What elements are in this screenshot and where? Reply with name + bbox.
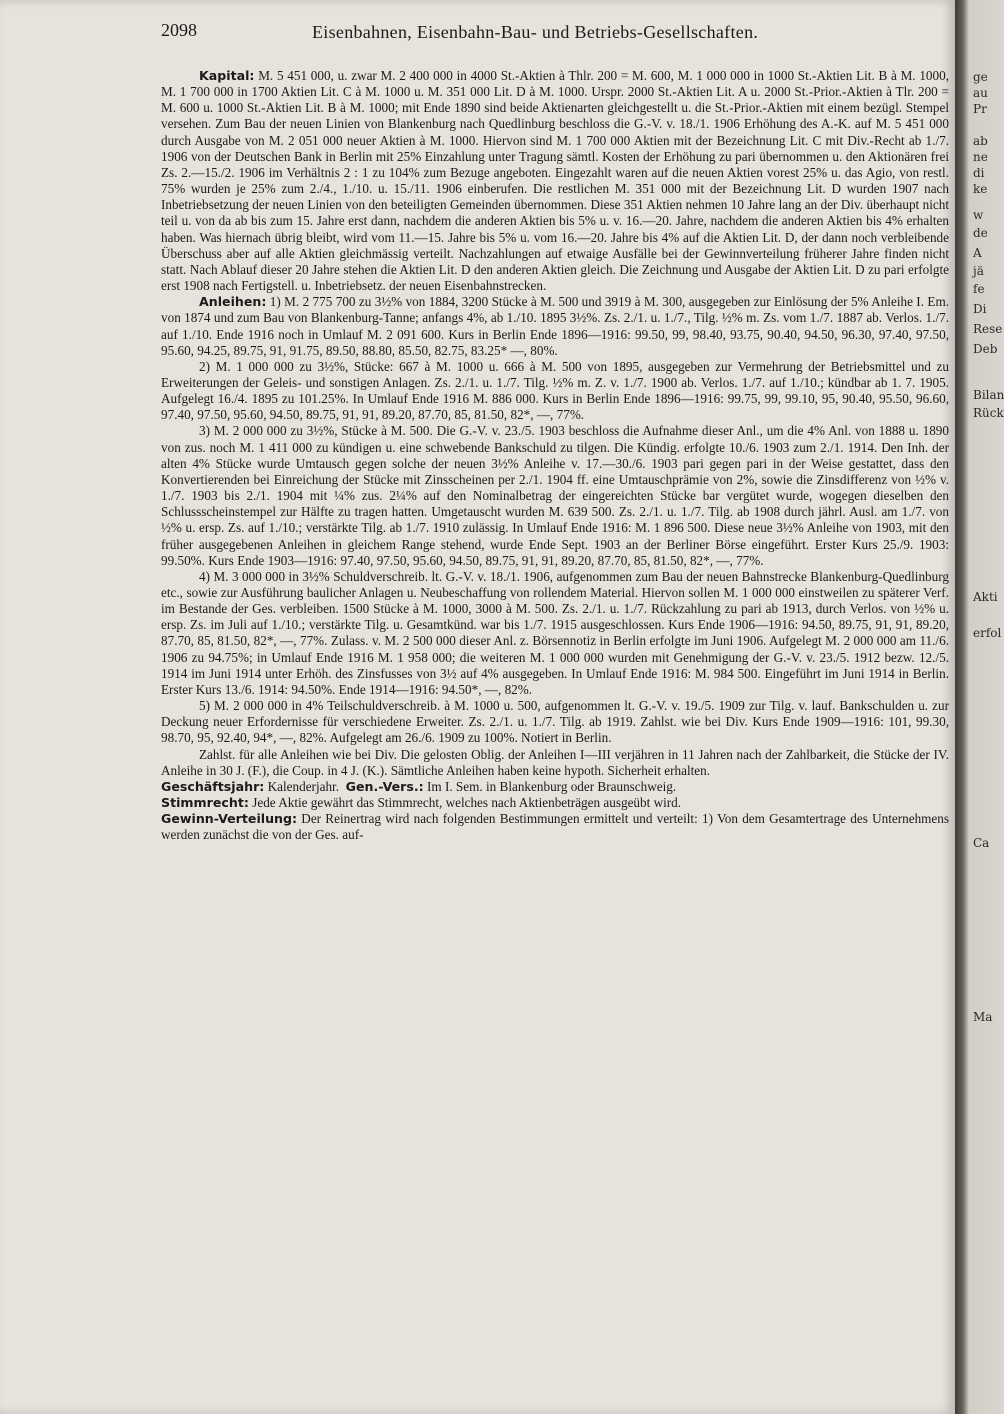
gutter-fragment: fe — [973, 282, 985, 296]
running-title: Eisenbahnen, Eisenbahn-Bau- und Betriebs-Gesellschaften. — [312, 22, 759, 42]
gutter-fragment: di — [973, 166, 985, 180]
gutter-fragment: Akti — [973, 590, 998, 604]
gutter-fragment: Ca — [973, 836, 990, 850]
gutter-fragment: Di — [973, 302, 987, 316]
gutter-fragment: ab — [973, 134, 988, 148]
gen-vers-text: Im I. Sem. in Blankenburg oder Braunschweig. — [423, 778, 677, 794]
anleihen-zahlstellen: Zahlst. für alle Anleihen wie bei Div. Die gelosten Oblig. der Anleihen I—III verjähren in 11 Jahren nach der Zahlbarkeit, die Stücke der IV. Anleihe in 30 J. (F.), die Coup. in 4 J. (K.). Sämtliche Anleihen haben keine hypoth. Sicherheit erhalten. — [161, 746, 949, 778]
gewinn-paragraph — [161, 811, 949, 843]
geschaeftsjahr-paragraph — [161, 779, 949, 795]
anleihen-paragraph-1 — [161, 294, 949, 359]
anleihen-paragraph-4: 4) M. 3 000 000 in 3½% Schuldverschreib. lt. G.-V. v. 18./1. 1906, aufgenommen zum Bau der neuen Bahnstrecke Blankenburg-Quedlinburg etc., sowie zur Ausführung baulicher Anlagen u. Neubeschaffung von rollendem Material. Hiervon sollen M. 1 000 000 einstweilen zu späterer Verf. im Bestande der Ges. verbleiben. 1500 Stücke à M. 1000, 3000 à M. 500. Zs. 2./1. u. 1./7. Rückzahlung zu pari ab 1913, durch Verlos. von ½% u. ersp. Zs. im Juli auf 1./10.; verstärkte Tilg. u. Gesamtkünd. war bis 1./7. 1915 ausgeschlossen. Kurs Ende 1906—1916: 94.50, 89.75, 91, 91, 89.20, 87.70, 85, 81.50, 82*, —, 77%. Zulass. v. M. 2 500 000 dieser Anl. z. Börsennotiz in Berlin erfolgte im Juni 1906. Aufgelegt M. 2 000 000 am 11./6. 1906 zu 94.75%; in Umlauf Ende 1916 M. 1 958 000; die weiteren M. 1 000 000 wurden mit Genehmigung der G.-V. v. 23./5. 1912 bezw. 12./5. 1914 im Juni 1914 unter Erhöh. des Zinsfusses von 3½ auf 4% ausgegeben. In Umlauf Ende 1916: M. 984 500. Eingeführt im Juni 1914 in Berlin. Erster Kurs 13./6. 1914: 94.50%. Ende 1914—1916: 94.50*, —, 82%. — [161, 568, 949, 697]
gutter-fragment: w — [973, 208, 984, 222]
gen-vers-label: Gen.-Vers.: — [345, 778, 424, 794]
page-header — [0, 20, 955, 44]
gutter-fragment: erfol — [973, 626, 1002, 640]
stimmrecht-label: Stimmrecht: — [161, 795, 249, 811]
gutter-fragment: Pr — [973, 102, 987, 116]
stimmrecht-paragraph — [161, 795, 949, 811]
geschaeftsjahr-label: Geschäftsjahr: — [161, 778, 265, 794]
gutter-fragment: Rück — [973, 406, 1004, 420]
kapital-label: Kapital: — [199, 68, 255, 83]
geschaeftsjahr-text: Kalenderjahr. — [264, 778, 340, 794]
anleihe-1-text: 1) M. 2 775 700 zu 3½% von 1884, 3200 Stücke à M. 500 und 3919 à M. 300, ausgegeben zur Einlösung der 5% Anleihe I. Em. von 1874 und zum Bau von Blankenburg-Tanne; anfangs 4%, ab 1./10. 1895 3½%. Zs. 2./1. u. 1./7., Tilg. ½% m. Zs. vom 1./7. 1887 ab. Verlos. 1./7. auf 1./10. Ende 1916 noch in Umlauf M. 2 091 600. Kurs in Berlin Ende 1896—1916: 99.50, 99, 98.40, 93.75, 90.40, 94.50, 96.30, 97.40, 97.50, 95.60, 94.25, 89.75, 91, 91.75, 89.50, 88.80, 85.50, 82.75, 83.25* —, 80%. — [161, 294, 949, 358]
page-body — [161, 68, 949, 844]
page-number: 2098 — [161, 20, 197, 40]
gutter-fragment: Bilan — [973, 388, 1004, 402]
gutter-fragment: ne — [973, 150, 988, 164]
gutter-fragment: de — [973, 226, 988, 240]
adjacent-page-gutter — [955, 0, 1004, 1414]
stimmrecht-text: Jede Aktie gewährt das Stimmrecht, welches nach Aktienbeträgen ausgeübt wird. — [248, 795, 682, 811]
gewinn-label: Gewinn-Verteilung: — [161, 811, 298, 827]
gutter-fragment: ke — [973, 182, 988, 196]
anleihen-paragraph-5: 5) M. 2 000 000 in 4% Teilschuldverschreib. à M. 1000 u. 500, aufgenommen lt. G.-V. v. 19./5. 1909 zur Tilg. v. lauf. Bankschulden u. zur Deckung neuer Erfordernisse für verschiedene Erweiter. Zs. 2./1. u. 1./7. Tilg. ab 1919. Zahlst. wie bei Div. Kurs Ende 1909—1916: 101, 99.30, 98.70, 95, 92.40, 94*, —, 82%. Aufgelegt am 26./6. 1909 zu 100%. Notiert in Berlin. — [161, 698, 949, 746]
kapital-paragraph — [161, 68, 949, 294]
kapital-text: M. 5 451 000, u. zwar M. 2 400 000 in 4000 St.-Aktien à Thlr. 200 = M. 600, M. 1 000 000 in 1000 St.-Aktien Lit. B à M. 1000, M. 1 700 000 in 1700 Aktien Lit. C à M. 1000 u. M. 351 000 Lit. D à M. 1000. Urspr. 2000 St.-Aktien Lit. A u. 2000 St.-Prior.-Aktien à Tlr. 200 = M. 600 u. 1000 St.-Aktien Lit. B à M. 1000; mit Ende 1890 sind beide Aktienarten gleichgestellt u. die St.-Prior.-Aktien mit einem bezügl. Stempel versehen. Zum Bau der neuen Linien von Blankenburg nach Quedlinburg beschloss die G.-V. v. 18./1. 1906 Erhöhung des A.-K. auf M. 5 451 000 durch Ausgabe von M. 2 051 000 neuer Aktien à M. 1000. Hiervon sind M. 1 700 000 Aktien mit der Bezeichnung Lit. C mit Div.-Recht ab 1./7. 1906 von der Deutschen Bank in Berlin mit 25% Einzahlung unter Tragung sämtl. Kosten der Erhöhung zu pari übernommen u. den Aktionären frei Zs. 2.—15./2. 1906 im Verhältnis 2 : 1 zu 104% zum Bezuge angeboten. Eingezahlt waren auf die neuen Aktien vorest 25% u. das Agio, von restl. 75% wurden je 25% zum 2./4., 1./10. u. 15./11. 1906 einberufen. Die restlichen M. 351 000 mit der Bezeichnung Lit. D wurden 1907 nach Inbetriebsetzung der neuen Linien von den beteiligten Gemeinden übernommen. Diese 351 Aktien nehmen 10 Jahre lang an der Div. überhaupt nicht teil u. von da ab bis zum 15. Jahre erst dann, nachdem die anderen Aktien bis 5% u. v. 16.—20. Jahre, nachdem die anderen Aktien bis 4% erhalten haben. Was hiernach übrig bleibt, wird vom 11.—15. Jahre bis 5% u. vom 16.—20. Jahre bis 4% auf die Aktien Lit. D, der dann noch verbleibende Überschuss aber auf alle Aktien gleichmässig verteilt. Nachzahlungen auf etwaige Ausfälle bei der Gewinnverteilung früherer Jahre finden nicht statt. Nach Ablauf dieser 20 Jahre stehen die Aktien Lit. D den anderen Aktien gleich. Die Zeichnung und Ausgabe der Aktien Lit. D zu pari erfolgte erst 1908 nach Fertigstell. u. Inbetriebsetz. der neuen Eisenbahnstrecken. — [161, 68, 949, 294]
gutter-fragment: A — [973, 246, 982, 260]
anleihen-paragraph-3: 3) M. 2 000 000 zu 3½%, Stücke à M. 500. Die G.-V. v. 23./5. 1903 beschloss die Aufnahme dieser Anl., um die 4% Anl. von 1888 u. 1890 von zus. noch M. 1 411 000 zu kündigen u. eine schwebende Bankschuld zu tilgen. Die Kündig. erfolgte 10./6. 1903 zum 2./1. 1914. Den Inh. der alten 4% Stücke wurde Umtausch gegen solche der neuen 3½% Anleihe v. 17.—30./6. 1903 pari gegen pari in der Weise gestattet, dass den Konvertierenden bei Einreichung der Stücke mit Zinsscheinen per 2./1. 1904 ff. eine Umtauschprämie von 2%, sowie die Zinsdifferenz von ½% v. 1./7. 1903 bis 2./1. 1904 mit ¼% zus. 2¼% auf den Nominalbetrag der eingereichten Stücke bar vergütet wurde, wogegen dieselben den Schlussscheinstempel zur Hälfte zu tragen hatten. Umgetauscht wurden M. 639 500. Zs. 2./1. u. 1./7. Tilg. ab 1908 durch jährl. Ausl. am 1./7. von ½% u. ersp. Zs. auf 1./10.; verstärkte Tilg. ab 1./7. 1910 zulässig. In Umlauf Ende 1916: M. 1 896 500. Diese neue 3½% Anleihe von 1903, mit den früher ausgegebenen Anleihen in gleichem Range stehend, wurde Ende Sept. 1903 an der Berliner Börse eingeführt. Erster Kurs 25./9. 1903: 99.50%. Kurs Ende 1903—1916: 97.40, 97.50, 95.60, 94.50, 89.75, 91, 91, 89.20, 87.70, 85, 81.50, 82*, —, 77%. — [161, 423, 949, 568]
gutter-fragment: Rese — [973, 322, 1003, 336]
gutter-fragment: jä — [973, 264, 984, 278]
gutter-fragment: ge — [973, 70, 988, 84]
gutter-fragment: Ma — [973, 1010, 993, 1024]
anleihen-paragraph-2: 2) M. 1 000 000 zu 3½%, Stücke: 667 à M. 1000 u. 666 à M. 500 von 1895, ausgegeben zur Vermehrung der Betriebsmittel und zu Erweiterungen der Geleis- und sonstigen Anlagen. Zs. 2./1. u. 1./7. Tilg. ½% m. Z. v. 1./7. 1900 ab. Verlos. 1./7. auf 1./10.; kündbar ab 1. 7. 1905. Aufgelegt 16./4. 1895 zu 101.25%. In Umlauf Ende 1916 M. 886 000. Kurs in Berlin Ende 1896—1916: 99.75, 99, 99.10, 95, 90.40, 95.50, 96.60, 97.40, 97.50, 95.60, 94.50, 89.75, 91, 91, 89.20, 87.70, 85, 81.50, 82*, —, 77%. — [161, 358, 949, 423]
gutter-fragment: Deb — [973, 342, 998, 356]
anleihen-label: Anleihen: — [199, 294, 267, 310]
gutter-fragment: au — [973, 86, 988, 100]
gewinn-text: Der Reinertrag wird nach folgenden Bestimmungen ermittelt und verteilt: 1) Von dem Gesamtertrage des Unternehmens werden zunächst die von der Ges. auf- — [161, 811, 949, 843]
